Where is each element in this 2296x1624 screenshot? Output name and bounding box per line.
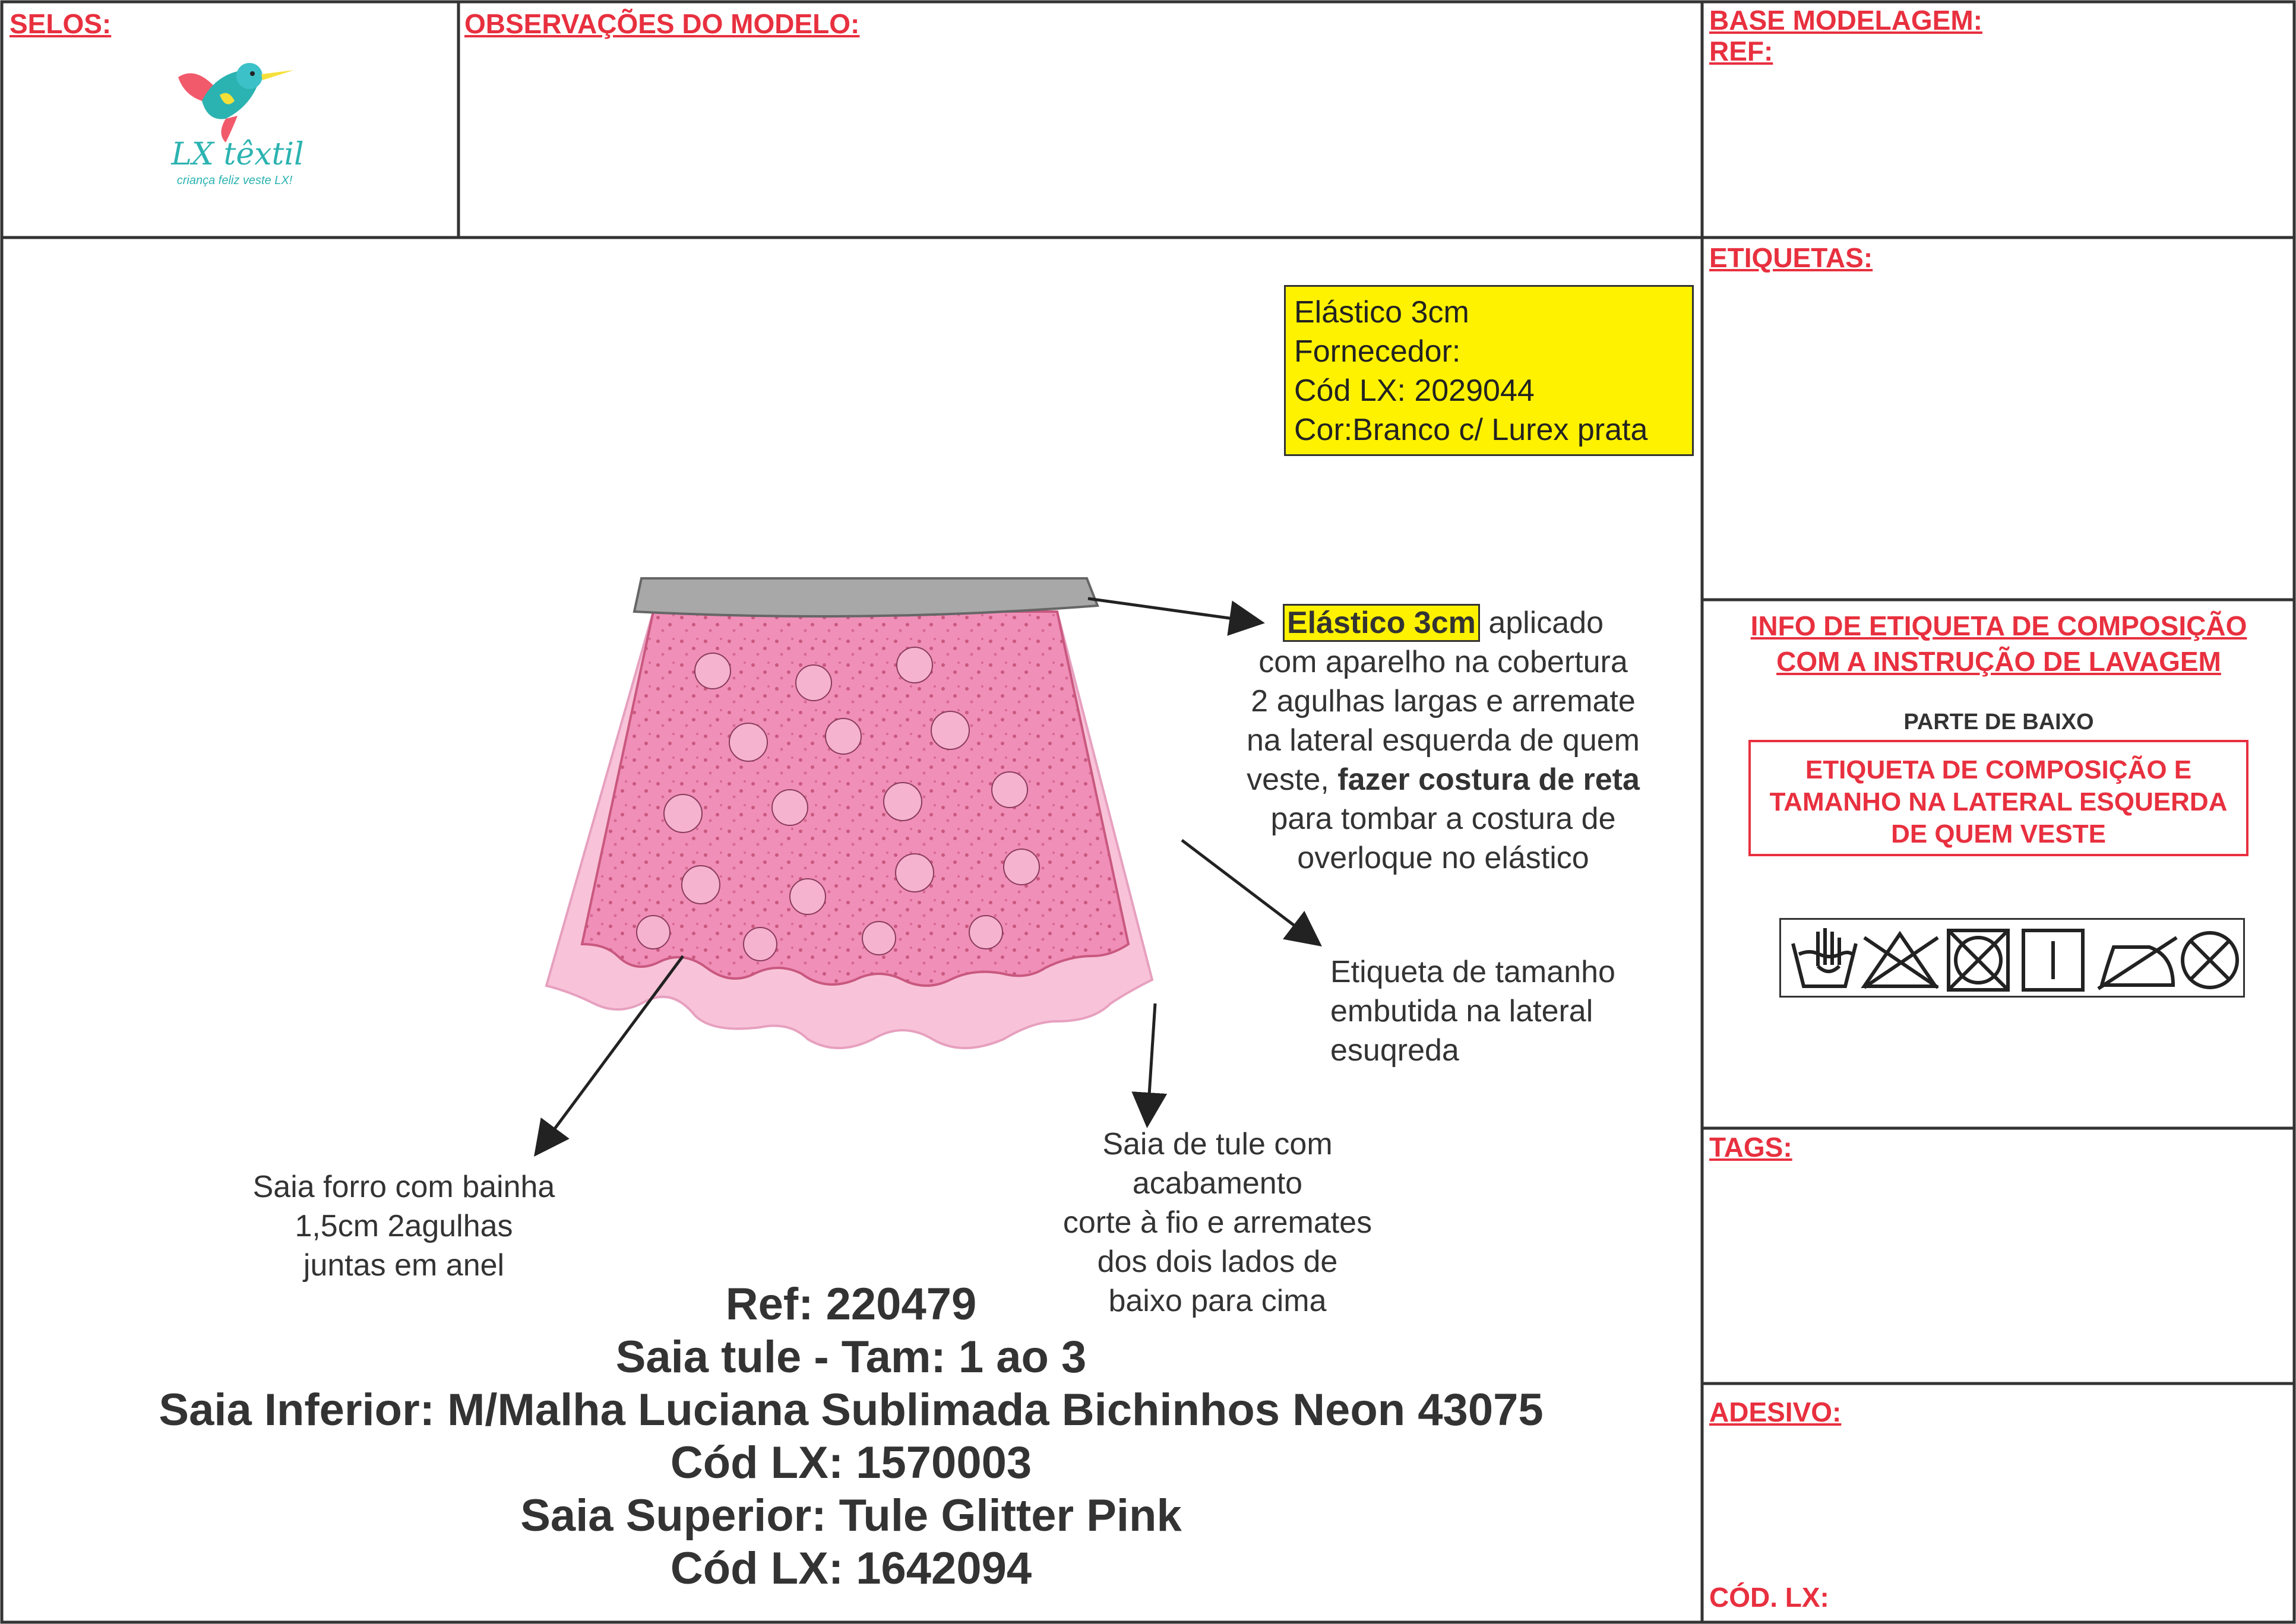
etiquetas-label: ETIQUETAS:	[1709, 242, 1873, 273]
lining-text: Saia forro com bainha	[252, 1170, 555, 1204]
product-inferior: Saia Inferior: M/Malha Luciana Sublimada Bichinhos Neon 43075	[159, 1385, 1544, 1435]
tulle-text: acabamento	[1132, 1166, 1303, 1201]
tulle-text: baixo para cima	[1108, 1284, 1327, 1318]
elastic-note-text: para tombar a costura de	[1270, 802, 1616, 836]
no-bleach-icon	[1864, 934, 1938, 987]
cod-lx-label: CÓD. LX:	[1709, 1582, 1829, 1613]
product-info	[0, 1278, 1702, 1595]
tulle-text: corte à fio e arremates	[1062, 1205, 1372, 1240]
brand-name: LX têxtil	[171, 137, 304, 172]
lining-annotation	[226, 1167, 582, 1285]
elastic-note-text: na lateral esquerda de quem	[1246, 723, 1640, 758]
composition-box-line: ETIQUETA DE COMPOSIÇÃO E	[1805, 755, 2192, 784]
elastic-note-text: 2 agulhas largas e arremate	[1251, 684, 1636, 718]
size-label-annotation	[1330, 952, 1687, 1070]
hand-wash-icon	[1793, 928, 1856, 986]
brand-tagline: criança feliz veste LX!	[176, 174, 293, 187]
adesivo-label: ADESIVO:	[1709, 1397, 1842, 1427]
product-inferior-cod: Cód LX: 1570003	[670, 1438, 1032, 1488]
elastic-note-bold: fazer costura de reta	[1337, 762, 1640, 797]
parte-de-baixo-label: PARTE DE BAIXO	[1903, 710, 2094, 735]
product-ref: Ref: 220479	[725, 1279, 977, 1329]
info-title-line: COM A INSTRUÇÃO DE LAVAGEM	[1776, 646, 2221, 677]
no-dry-clean-icon	[2183, 933, 2237, 987]
line-dry-icon	[2023, 930, 2083, 990]
elastic-box-line: Cor:Branco c/ Lurex prata	[1294, 413, 1648, 447]
elastic-highlight: Elástico 3cm	[1283, 604, 1480, 642]
observacoes-label: OBSERVAÇÕES DO MODELO:	[464, 8, 860, 39]
elastic-box-line: Cód LX: 2029044	[1294, 373, 1535, 408]
info-title	[1709, 608, 2288, 679]
product-superior: Saia Superior: Tule Glitter Pink	[520, 1490, 1182, 1541]
info-title-line: INFO DE ETIQUETA DE COMPOSIÇÃO	[1750, 610, 2247, 641]
lining-text: 1,5cm 2agulhas	[295, 1209, 513, 1243]
elastic-note-text: aplicado	[1479, 606, 1604, 640]
care-symbols	[1779, 918, 2245, 998]
elastic-note-text: com aparelho na cobertura	[1258, 645, 1628, 679]
size-label-text: esuqreda	[1330, 1033, 1459, 1068]
product-name: Saia tule - Tam: 1 ao 3	[615, 1332, 1087, 1382]
ref-label: REF:	[1709, 36, 1773, 67]
size-label-text: Etiqueta de tamanho	[1330, 955, 1615, 989]
product-superior-cod: Cód LX: 1642094	[670, 1543, 1032, 1594]
elastic-box-line: Fornecedor:	[1294, 334, 1461, 369]
elastic-annotation	[1206, 603, 1681, 878]
tags-label: TAGS:	[1709, 1132, 1792, 1163]
size-label-text: embutida na lateral	[1330, 994, 1593, 1028]
elastic-note-text: veste,	[1247, 762, 1338, 797]
elastic-box-line: Elástico 3cm	[1294, 295, 1469, 330]
tulle-text: Saia de tule com	[1102, 1127, 1333, 1161]
no-iron-icon	[2098, 938, 2177, 989]
no-tumble-dry-icon	[1949, 930, 2008, 990]
lining-text: juntas em anel	[303, 1248, 505, 1283]
elastic-note-text: overloque no elástico	[1297, 841, 1589, 875]
composition-label-box	[1748, 740, 2248, 856]
selos-label: SELOS:	[10, 8, 112, 39]
tulle-text: dos dois lados de	[1097, 1245, 1338, 1279]
composition-box-line: DE QUEM VESTE	[1891, 819, 2106, 849]
base-modelagem-label: BASE MODELAGEM:	[1709, 5, 1982, 36]
composition-box-line: TAMANHO NA LATERAL ESQUERDA	[1769, 787, 2228, 816]
